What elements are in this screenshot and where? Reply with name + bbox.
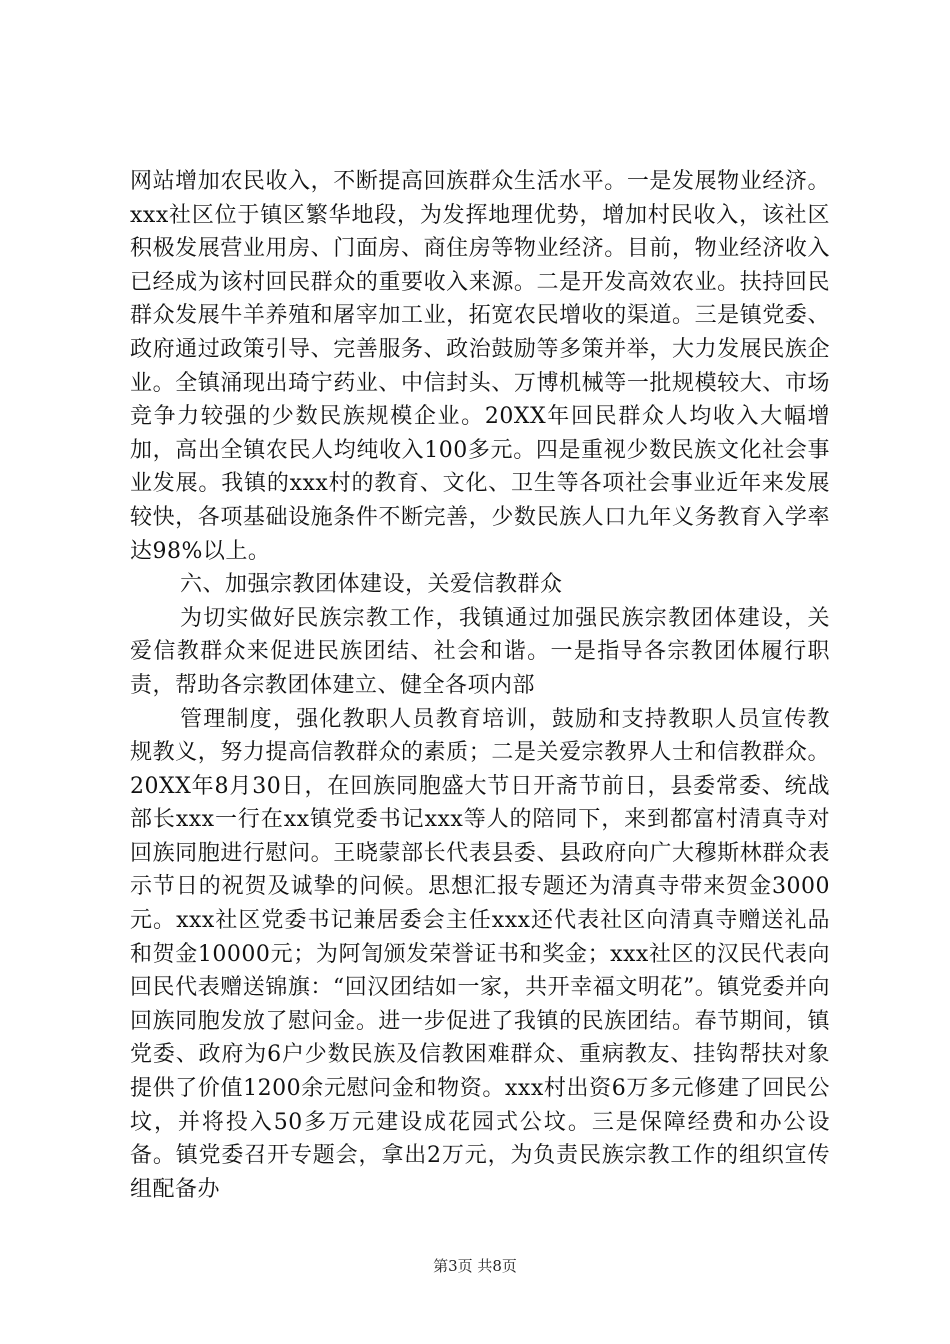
document-body: [130, 165, 830, 1206]
section-heading-religion: 六、加强宗教团体建设，关爱信教群众: [180, 572, 563, 598]
paragraph-religion-detail: 管理制度，强化教职人员教育培训，鼓励和支持教职人员宣传教规教义，努力提高信教群众的素质；二是关爱宗教界人士和信教群众。20XX年8月30日，在回族同胞盛大节日开斋节前日，县委常委、统战部长xxx一行在xx镇党委书记xxx等人的陪同下，来到都富村清真寺对回族同胞进行慰问。王晓蒙部长代表县委、县政府向广大穆斯林群众表示节日的祝贺及诚挚的问候。思想汇报专题还为清真寺带来贺金3000元。xxx社区党委书记兼居委会主任xxx还代表社区向清真寺赠送礼品和贺金10000元；为阿訇颁发荣誉证书和奖金；xxx社区的汉民代表向回民代表赠送锦旗：“回汉团结如一家，共开幸福文明花”。镇党委并向回族同胞发放了慰问金。进一步促进了我镇的民族团结。春节期间，镇党委、政府为6户少数民族及信教困难群众、重病教友、挂钩帮扶对象提供了价值1200余元慰问金和物资。xxx村出资6万多元修建了回民公坟，并将投入50多万元建设成花园式公坟。三是保障经费和办公设备。镇党委召开专题会，拿出2万元，为负责民族宗教工作的组织宣传组配备办: [130, 706, 830, 1202]
page-number: 第3页 共8页: [433, 1257, 517, 1275]
paragraph-religion-intro: 为切实做好民族宗教工作，我镇通过加强民族宗教团体建设，关爱信教群众来促进民族团结、社会和谐。一是指导各宗教团体履行职责，帮助各宗教团体建立、健全各项内部: [130, 605, 830, 698]
paragraph-economy: 网站增加农民收入，不断提高回族群众生活水平。一是发展物业经济。xxx社区位于镇区繁华地段，为发挥地理优势，增加村民收入，该社区积极发展营业用房、门面房、商住房等物业经济。目前，物业经济收入已经成为该村回民群众的重要收入来源。二是开发高效农业。扶持回民群众发展牛羊养殖和屠宰加工业，拓宽农民增收的渠道。三是镇党委、政府通过政策引导、完善服务、政治鼓励等多策并举，大力发展民族企业。全镇涌现出琦宁药业、中信封头、万博机械等一批规模较大、市场竞争力较强的少数民族规模企业。20XX年回民群众人均收入大幅增加，高出全镇农民人均纯收入100多元。四是重视少数民族文化社会事业发展。我镇的xxx村的教育、文化、卫生等各项社会事业近年来发展较快，各项基础设施条件不断完善，少数民族人口九年义务教育入学率达98%以上。: [130, 169, 830, 564]
